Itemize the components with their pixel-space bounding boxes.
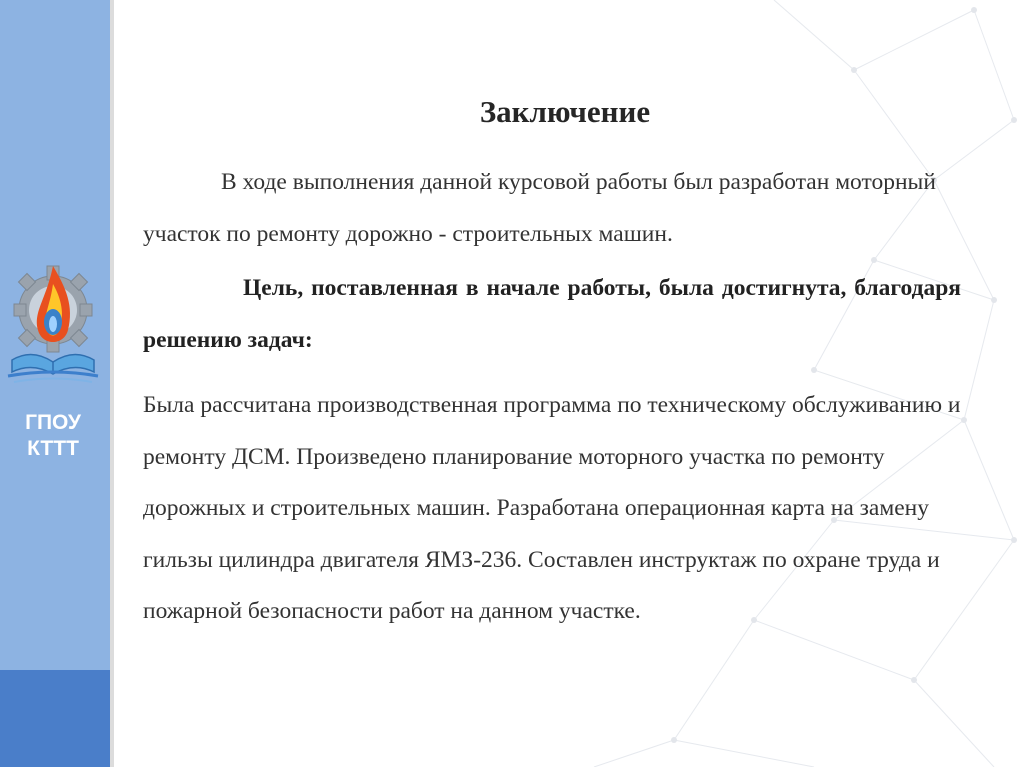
organization-name: ГПОУ КТТТ [25,411,81,460]
slide-title: Заключение [479,94,651,129]
intro-paragraph: В ходе выполнения данной курсовой работы был разработан моторный участок по ремонту дорожно - строительных машин. [143,169,936,247]
results-paragraph: Была рассчитана производственная программа по техническому обслуживанию и ремонту ДСМ. Произведено планирование моторного участка по ремонту дорожных и строительных машин. Разработана операционная карта на замену гильзы цилиндра двигателя ЯМЗ-236. Составлен инструктаж по охране труда и пожарной безопасности работ на данном участке. [143,392,961,624]
goal-paragraph: Цель, поставленная в начале работы, была достигнута, благодаря решению задач: [143,275,961,353]
sidebar-bottom-band [0,670,110,767]
college-emblem-icon [6,248,100,396]
